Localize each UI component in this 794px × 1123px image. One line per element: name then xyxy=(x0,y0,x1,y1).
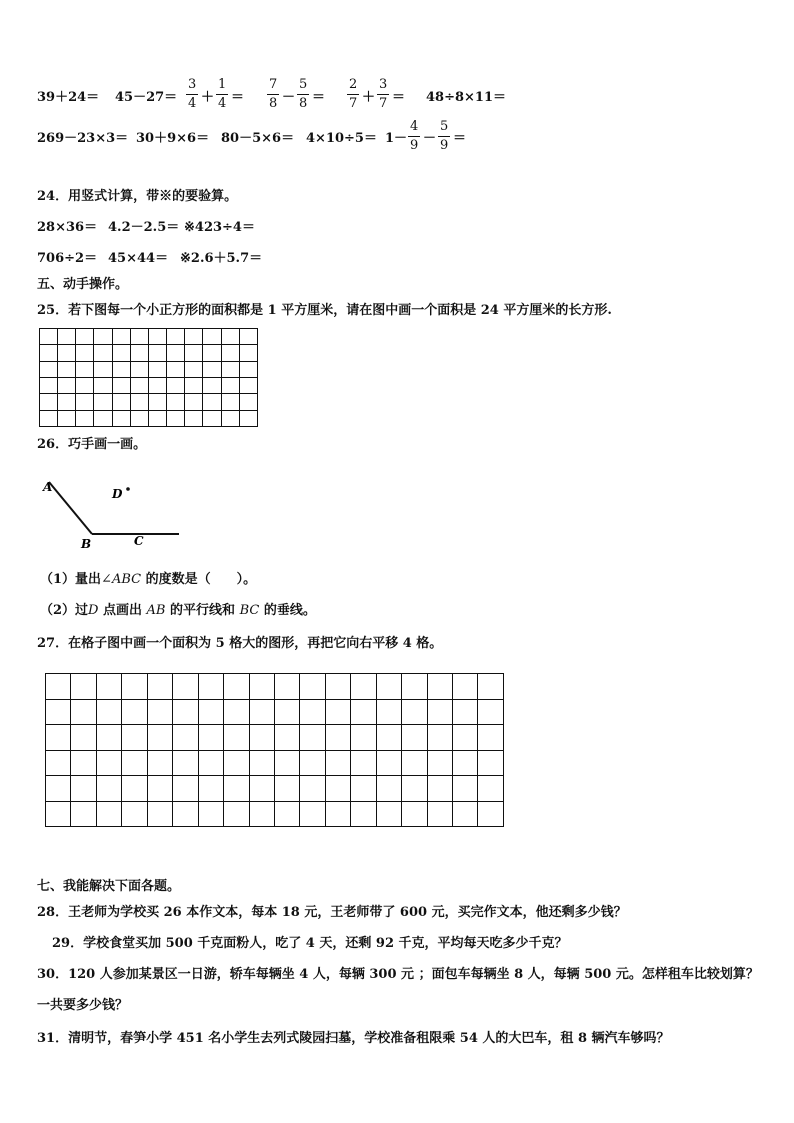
angle-abc-figure xyxy=(40,474,190,554)
grid-cell[interactable] xyxy=(224,699,249,725)
grid-cell[interactable] xyxy=(478,699,504,725)
expr-30-plus-9x6: 30＋9×6＝ xyxy=(136,131,210,146)
grid-cell[interactable] xyxy=(173,725,198,751)
grid-cell[interactable] xyxy=(122,699,147,725)
grid-cell[interactable] xyxy=(58,361,76,377)
q24-expr-6: ※2.6＋5.7＝ xyxy=(180,251,263,266)
grid-cell[interactable] xyxy=(40,329,58,345)
grid-cell[interactable] xyxy=(274,776,299,802)
grid-cell[interactable] xyxy=(46,699,71,725)
grid-cell[interactable] xyxy=(402,725,427,751)
grid-cell[interactable] xyxy=(71,699,96,725)
expr-45-minus-27: 45－27＝ xyxy=(115,90,178,105)
grid-cell[interactable] xyxy=(76,361,94,377)
grid-cell[interactable] xyxy=(221,410,239,426)
grid-cell[interactable] xyxy=(351,699,376,725)
grid-cell[interactable] xyxy=(112,394,130,410)
grid-cell[interactable] xyxy=(94,361,112,377)
grid-cell[interactable] xyxy=(224,725,249,751)
q27-text: 27．在格子图中画一个面积为 5 格大的图形，再把它向右平移 4 格。 xyxy=(37,636,443,651)
grid-cell[interactable] xyxy=(185,394,203,410)
grid-cell[interactable] xyxy=(112,410,130,426)
grid-cell[interactable] xyxy=(402,801,427,827)
grid-cell[interactable] xyxy=(167,329,185,345)
grid-cell[interactable] xyxy=(96,674,121,700)
grid-cell[interactable] xyxy=(376,776,401,802)
grid-cell[interactable] xyxy=(203,345,221,361)
grid-cell[interactable] xyxy=(478,801,504,827)
grid-cell[interactable] xyxy=(130,329,148,345)
grid-cell[interactable] xyxy=(239,394,257,410)
grid-cell[interactable] xyxy=(224,776,249,802)
grid-cell[interactable] xyxy=(376,699,401,725)
q24-expr-3: ※423÷4＝ xyxy=(184,220,255,235)
grid-cell[interactable] xyxy=(46,750,71,776)
grid-cell[interactable] xyxy=(96,750,121,776)
q25-grid[interactable] xyxy=(39,328,258,427)
grid-cell[interactable] xyxy=(76,394,94,410)
q31-text: 31．清明节，春笋小学 451 名小学生去列式陵园扫墓，学校准备租限乘 54 人的大巴车，租 8 辆汽车够吗？ xyxy=(37,1031,670,1046)
grid-cell[interactable] xyxy=(376,801,401,827)
grid-cell[interactable] xyxy=(274,674,299,700)
q29-text: 29．学校食堂买加 500 千克面粉人，吃了 4 天，还剩 92 千克，平均每天吃多少千克？ xyxy=(52,936,568,951)
grid-cell[interactable] xyxy=(300,725,325,751)
grid-cell[interactable] xyxy=(94,410,112,426)
grid-cell[interactable] xyxy=(71,674,96,700)
grid-cell[interactable] xyxy=(94,329,112,345)
grid-cell[interactable] xyxy=(46,801,71,827)
grid-cell[interactable] xyxy=(130,394,148,410)
grid-cell[interactable] xyxy=(325,699,350,725)
grid-cell[interactable] xyxy=(122,725,147,751)
grid-cell[interactable] xyxy=(173,776,198,802)
q24-expr-4: 706÷2＝ xyxy=(37,251,98,266)
grid-cell[interactable] xyxy=(96,776,121,802)
grid-cell[interactable] xyxy=(239,410,257,426)
grid-cell[interactable] xyxy=(221,329,239,345)
grid-cell[interactable] xyxy=(427,750,452,776)
grid-cell[interactable] xyxy=(58,345,76,361)
grid-cell[interactable] xyxy=(40,394,58,410)
grid-cell[interactable] xyxy=(300,674,325,700)
grid-cell[interactable] xyxy=(173,699,198,725)
grid-cell[interactable] xyxy=(453,725,478,751)
grid-cell[interactable] xyxy=(147,699,172,725)
grid-cell[interactable] xyxy=(274,750,299,776)
label-a: A xyxy=(43,480,53,494)
grid-cell[interactable] xyxy=(173,674,198,700)
q30-text-line2: 一共要多少钱？ xyxy=(37,998,129,1013)
grid-cell[interactable] xyxy=(167,410,185,426)
grid-cell[interactable] xyxy=(221,345,239,361)
grid-cell[interactable] xyxy=(325,776,350,802)
grid-cell[interactable] xyxy=(94,345,112,361)
grid-cell[interactable] xyxy=(351,750,376,776)
grid-cell[interactable] xyxy=(239,345,257,361)
grid-cell[interactable] xyxy=(351,725,376,751)
grid-cell[interactable] xyxy=(147,750,172,776)
grid-cell[interactable] xyxy=(351,674,376,700)
grid-cell[interactable] xyxy=(249,674,274,700)
grid-cell[interactable] xyxy=(300,776,325,802)
grid-cell[interactable] xyxy=(224,801,249,827)
grid-cell[interactable] xyxy=(198,750,223,776)
grid-cell[interactable] xyxy=(148,361,166,377)
grid-cell[interactable] xyxy=(185,410,203,426)
grid-cell[interactable] xyxy=(94,377,112,393)
grid-cell[interactable] xyxy=(167,345,185,361)
grid-cell[interactable] xyxy=(203,329,221,345)
expr-4x10-div-5: 4×10÷5＝ xyxy=(306,131,377,146)
grid-cell[interactable] xyxy=(76,377,94,393)
point-d xyxy=(126,487,130,491)
grid-cell[interactable] xyxy=(402,699,427,725)
expr-80-minus-5x6: 80－5×6＝ xyxy=(221,131,295,146)
grid-cell[interactable] xyxy=(376,750,401,776)
grid-cell[interactable] xyxy=(130,377,148,393)
grid-cell[interactable] xyxy=(249,699,274,725)
grid-cell[interactable] xyxy=(221,377,239,393)
grid-cell[interactable] xyxy=(478,674,504,700)
grid-cell[interactable] xyxy=(122,674,147,700)
grid-cell[interactable] xyxy=(130,361,148,377)
q25-text: 25．若下图每一个小正方形的面积都是 1 平方厘米，请在图中画一个面积是 24 平方厘米的长方形. xyxy=(37,303,612,318)
q28-text: 28．王老师为学校买 26 本作文本，每本 18 元，王老师带了 600 元，买完作文本，他还剩多少钱？ xyxy=(37,905,627,920)
grid-cell[interactable] xyxy=(453,801,478,827)
q24-expr-1: 28×36＝ xyxy=(37,220,98,235)
grid-cell[interactable] xyxy=(71,750,96,776)
grid-cell[interactable] xyxy=(478,776,504,802)
grid-cell[interactable] xyxy=(71,776,96,802)
grid-cell[interactable] xyxy=(147,725,172,751)
grid-cell[interactable] xyxy=(96,801,121,827)
grid-cell[interactable] xyxy=(478,750,504,776)
grid-cell[interactable] xyxy=(40,345,58,361)
grid-cell[interactable] xyxy=(300,750,325,776)
grid-cell[interactable] xyxy=(112,377,130,393)
grid-cell[interactable] xyxy=(185,361,203,377)
grid-cell[interactable] xyxy=(148,394,166,410)
grid-cell[interactable] xyxy=(130,345,148,361)
grid-cell[interactable] xyxy=(274,801,299,827)
section-7-heading: 七、我能解决下面各题。 xyxy=(37,879,181,894)
grid-cell[interactable] xyxy=(453,699,478,725)
expr-39-plus-24: 39＋24＝ xyxy=(37,90,100,105)
q26-sub2: （2）过D 点画出 AB 的平行线和 BC 的垂线。 xyxy=(40,603,316,618)
grid-cell[interactable] xyxy=(167,377,185,393)
grid-cell[interactable] xyxy=(239,329,257,345)
grid-cell[interactable] xyxy=(239,361,257,377)
grid-cell[interactable] xyxy=(376,674,401,700)
grid-cell[interactable] xyxy=(46,776,71,802)
grid-cell[interactable] xyxy=(96,725,121,751)
grid-cell[interactable] xyxy=(58,394,76,410)
grid-cell[interactable] xyxy=(453,750,478,776)
grid-cell[interactable] xyxy=(112,361,130,377)
grid-cell[interactable] xyxy=(325,750,350,776)
grid-cell[interactable] xyxy=(173,801,198,827)
grid-cell[interactable] xyxy=(402,674,427,700)
grid-cell[interactable] xyxy=(122,750,147,776)
grid-cell[interactable] xyxy=(351,776,376,802)
grid-cell[interactable] xyxy=(130,410,148,426)
grid-cell[interactable] xyxy=(185,345,203,361)
grid-cell[interactable] xyxy=(427,776,452,802)
grid-cell[interactable] xyxy=(76,345,94,361)
section-5-heading: 五、动手操作。 xyxy=(37,277,129,292)
expr-269-minus-23x3: 269－23×3＝ xyxy=(37,131,129,146)
grid-cell[interactable] xyxy=(478,725,504,751)
grid-cell[interactable] xyxy=(58,410,76,426)
label-b: B xyxy=(81,537,92,551)
grid-cell[interactable] xyxy=(40,361,58,377)
grid-cell[interactable] xyxy=(274,699,299,725)
q30-text-line1: 30．120 人参加某景区一日游，轿车每辆坐 4 人，每辆 300 元 ；面包车每辆坐 8 人，每辆 500 元。怎样租车比较划算？ xyxy=(37,967,759,982)
q24-title: 24．用竖式计算，带※的要验算。 xyxy=(37,189,238,204)
label-d: D xyxy=(112,487,123,501)
grid-cell[interactable] xyxy=(224,674,249,700)
grid-cell[interactable] xyxy=(122,801,147,827)
grid-cell[interactable] xyxy=(198,776,223,802)
grid-cell[interactable] xyxy=(325,674,350,700)
grid-cell[interactable] xyxy=(173,750,198,776)
grid-cell[interactable] xyxy=(351,801,376,827)
q24-expr-5: 45×44＝ xyxy=(108,251,169,266)
grid-cell[interactable] xyxy=(167,361,185,377)
grid-cell[interactable] xyxy=(300,801,325,827)
grid-cell[interactable] xyxy=(185,329,203,345)
grid-cell[interactable] xyxy=(203,410,221,426)
grid-cell[interactable] xyxy=(325,725,350,751)
q27-grid[interactable] xyxy=(45,673,504,827)
grid-cell[interactable] xyxy=(221,394,239,410)
grid-cell[interactable] xyxy=(203,377,221,393)
q26-title: 26．巧手画一画。 xyxy=(37,437,147,452)
grid-cell[interactable] xyxy=(402,750,427,776)
grid-cell[interactable] xyxy=(185,377,203,393)
grid-cell[interactable] xyxy=(427,725,452,751)
grid-cell[interactable] xyxy=(40,377,58,393)
q24-expr-2: 4.2－2.5＝ xyxy=(108,220,180,235)
grid-cell[interactable] xyxy=(221,361,239,377)
grid-cell[interactable] xyxy=(203,361,221,377)
expr-48-div-8-times-11: 48÷8×11＝ xyxy=(426,90,507,105)
grid-cell[interactable] xyxy=(58,377,76,393)
grid-cell[interactable] xyxy=(427,801,452,827)
grid-cell[interactable] xyxy=(427,674,452,700)
grid-cell[interactable] xyxy=(249,725,274,751)
grid-cell[interactable] xyxy=(198,801,223,827)
grid-cell[interactable] xyxy=(198,725,223,751)
grid-cell[interactable] xyxy=(224,750,249,776)
grid-cell[interactable] xyxy=(453,776,478,802)
grid-cell[interactable] xyxy=(94,394,112,410)
grid-cell[interactable] xyxy=(148,329,166,345)
grid-cell[interactable] xyxy=(167,394,185,410)
grid-cell[interactable] xyxy=(249,776,274,802)
label-c: C xyxy=(134,534,144,548)
grid-cell[interactable] xyxy=(40,410,58,426)
grid-cell[interactable] xyxy=(112,329,130,345)
grid-cell[interactable] xyxy=(147,776,172,802)
ray-ba xyxy=(49,482,92,534)
grid-cell[interactable] xyxy=(249,801,274,827)
grid-cell[interactable] xyxy=(122,776,147,802)
grid-cell[interactable] xyxy=(46,674,71,700)
grid-cell[interactable] xyxy=(148,345,166,361)
grid-cell[interactable] xyxy=(274,725,299,751)
grid-cell[interactable] xyxy=(376,725,401,751)
grid-cell[interactable] xyxy=(402,776,427,802)
grid-cell[interactable] xyxy=(76,329,94,345)
grid-cell[interactable] xyxy=(148,410,166,426)
grid-cell[interactable] xyxy=(147,801,172,827)
grid-cell[interactable] xyxy=(58,329,76,345)
grid-cell[interactable] xyxy=(71,725,96,751)
grid-cell[interactable] xyxy=(198,674,223,700)
grid-cell[interactable] xyxy=(239,377,257,393)
grid-cell[interactable] xyxy=(325,801,350,827)
grid-cell[interactable] xyxy=(300,699,325,725)
grid-cell[interactable] xyxy=(453,674,478,700)
grid-cell[interactable] xyxy=(427,699,452,725)
grid-cell[interactable] xyxy=(76,410,94,426)
grid-cell[interactable] xyxy=(96,699,121,725)
grid-cell[interactable] xyxy=(198,699,223,725)
grid-cell[interactable] xyxy=(147,674,172,700)
grid-cell[interactable] xyxy=(71,801,96,827)
grid-cell[interactable] xyxy=(112,345,130,361)
grid-cell[interactable] xyxy=(148,377,166,393)
grid-cell[interactable] xyxy=(203,394,221,410)
q26-sub1: （1）量出∠ABC 的度数是（ ）。 xyxy=(40,572,257,587)
grid-cell[interactable] xyxy=(46,725,71,751)
grid-cell[interactable] xyxy=(249,750,274,776)
